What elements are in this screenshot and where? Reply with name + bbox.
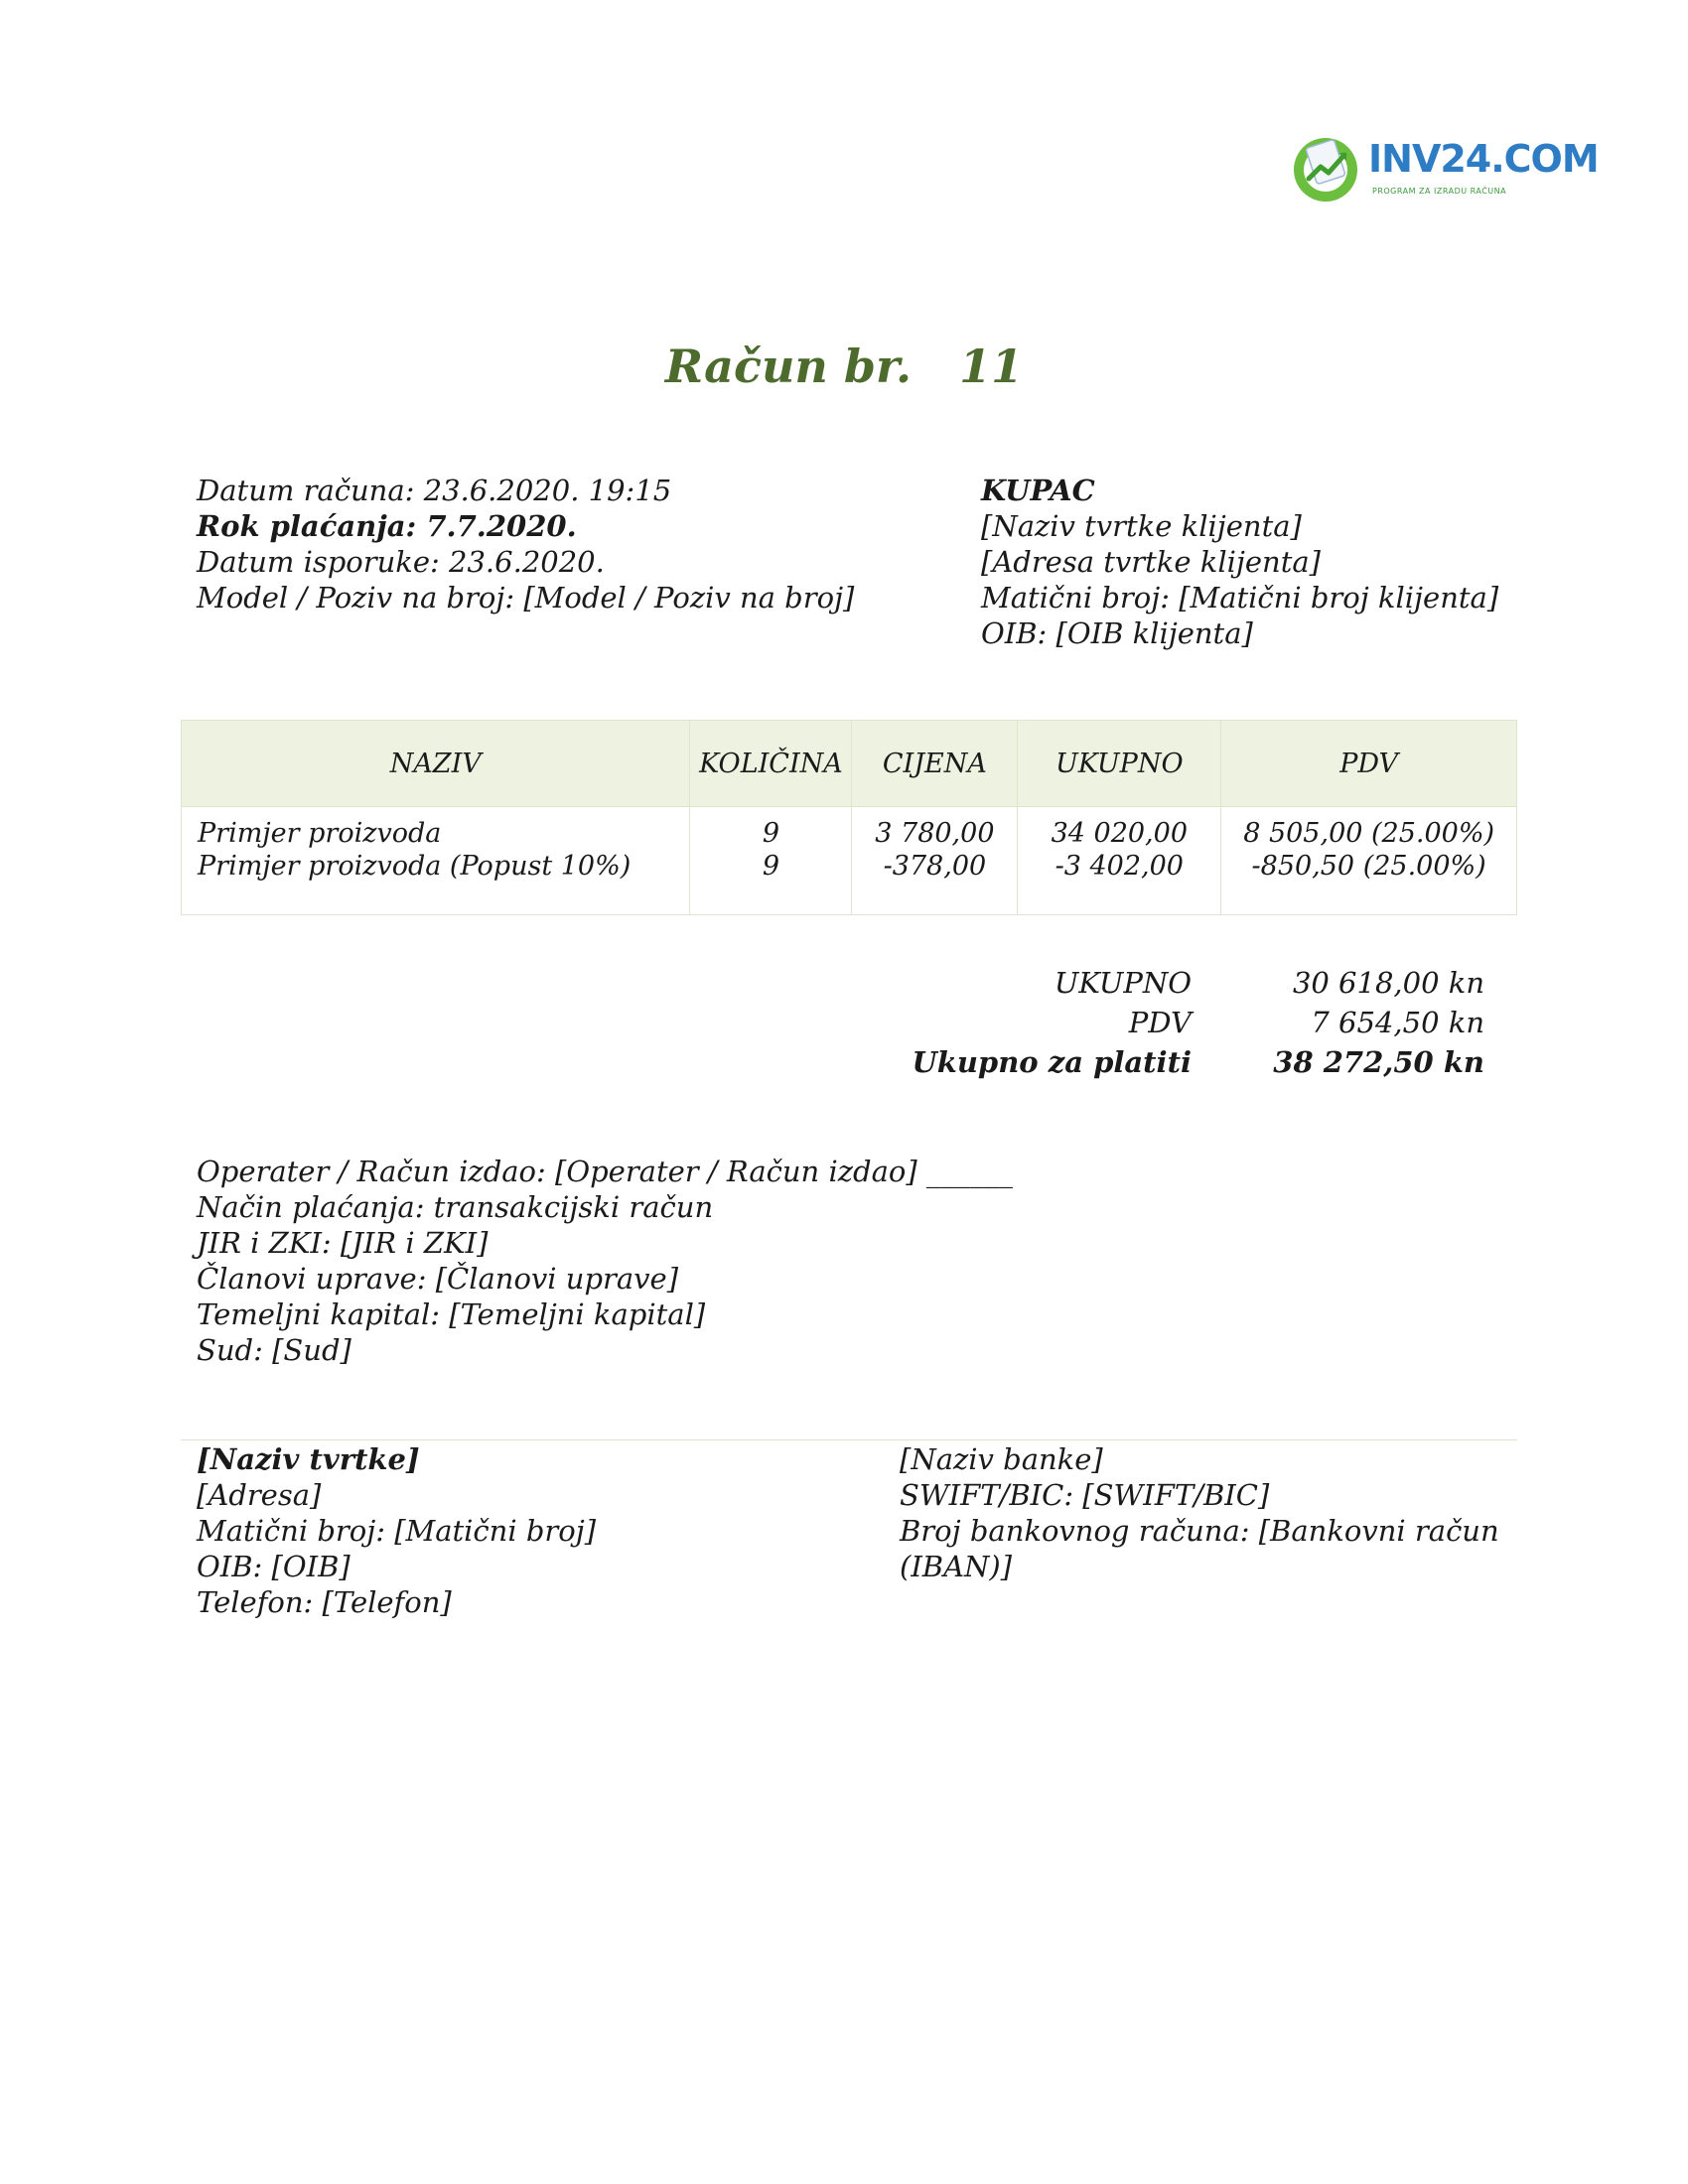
buyer-heading: KUPAC <box>981 474 1095 507</box>
item-total: -3 402,00 <box>1055 851 1184 882</box>
items-price-cell <box>852 807 1018 915</box>
subtotal-value: 30 618,00 kn <box>1292 966 1484 1000</box>
item-vat: -850,50 (25.00%) <box>1251 851 1486 882</box>
court: Sud: [Sud] <box>197 1333 352 1367</box>
item-price: -378,00 <box>883 851 987 882</box>
company-phone: Telefon: [Telefon] <box>197 1585 452 1619</box>
items-table <box>181 720 1517 915</box>
buyer-name: [Naziv tvrtke klijenta] <box>981 509 1302 543</box>
item-vat: 8 505,00 (25.00%) <box>1243 818 1495 849</box>
delivery-date: Datum isporuke: 23.6.2020. <box>197 545 605 579</box>
buyer-oib: OIB: [OIB klijenta] <box>981 616 1253 650</box>
invoice-title: Račun br. 11 <box>664 340 1024 393</box>
item-total: 34 020,00 <box>1051 818 1188 849</box>
vat-value: 7 654,50 kn <box>1311 1006 1484 1039</box>
company-reg-no: Matični broj: [Matični broj] <box>197 1514 597 1548</box>
table-row <box>182 807 1517 915</box>
item-price: 3 780,00 <box>875 818 995 849</box>
company-oib: OIB: [OIB] <box>197 1550 351 1583</box>
table-header-row <box>182 721 1517 807</box>
payment-method: Način plaćanja: transakcijski račun <box>197 1190 714 1224</box>
item-name: Primjer proizvoda <box>198 818 442 849</box>
buyer-reg-no: Matični broj: [Matični broj klijenta] <box>981 581 1499 614</box>
payment-due: Rok plaćanja: 7.7.2020. <box>197 509 577 543</box>
board-members: Članovi uprave: [Članovi uprave] <box>197 1262 679 1296</box>
bank-name: [Naziv banke] <box>900 1442 1103 1476</box>
header-naziv: NAZIV <box>182 721 690 807</box>
item-qty: 9 <box>762 851 780 882</box>
company-name: [Naziv tvrtke] <box>197 1442 420 1476</box>
bank-swift: SWIFT/BIC: [SWIFT/BIC] <box>900 1478 1270 1512</box>
bank-iban: (IBAN)] <box>900 1550 1013 1583</box>
logo-tagline: PROGRAM ZA IZRADU RAČUNA <box>1372 187 1507 196</box>
bank-account: Broj bankovnog računa: [Bankovni račun <box>900 1514 1499 1548</box>
logo-check-icon <box>1291 135 1360 205</box>
subtotal-label: UKUPNO <box>1054 966 1192 1000</box>
buyer-address: [Adresa tvrtke klijenta] <box>981 545 1321 579</box>
items-total-cell <box>1018 807 1221 915</box>
header-kolicina: KOLIČINA <box>690 721 852 807</box>
payment-model: Model / Poziv na broj: [Model / Poziv na broj] <box>197 581 855 614</box>
header-cijena: CIJENA <box>852 721 1018 807</box>
company-address: [Adresa] <box>197 1478 322 1512</box>
vat-label: PDV <box>1128 1006 1192 1039</box>
items-vat-cell <box>1221 807 1517 915</box>
items-name-cell <box>182 807 690 915</box>
item-qty: 9 <box>762 818 780 849</box>
invoice-date: Datum računa: 23.6.2020. 19:15 <box>197 474 672 507</box>
company-logo <box>1291 129 1599 208</box>
header-ukupno: UKUPNO <box>1018 721 1221 807</box>
grand-total-value: 38 272,50 kn <box>1273 1045 1484 1079</box>
header-pdv: PDV <box>1221 721 1517 807</box>
jir-zki: JIR i ZKI: [JIR i ZKI] <box>197 1226 489 1260</box>
share-capital: Temeljni kapital: [Temeljni kapital] <box>197 1297 706 1331</box>
grand-total-label: Ukupno za platiti <box>912 1045 1192 1079</box>
operator-note: Operater / Račun izdao: [Operater / Račun izdao] ______ <box>197 1155 1013 1188</box>
item-name: Primjer proizvoda (Popust 10%) <box>198 851 632 882</box>
footer-divider <box>181 1439 1517 1440</box>
items-qty-cell <box>690 807 852 915</box>
logo-wordmark: INV24.COM <box>1368 137 1599 181</box>
